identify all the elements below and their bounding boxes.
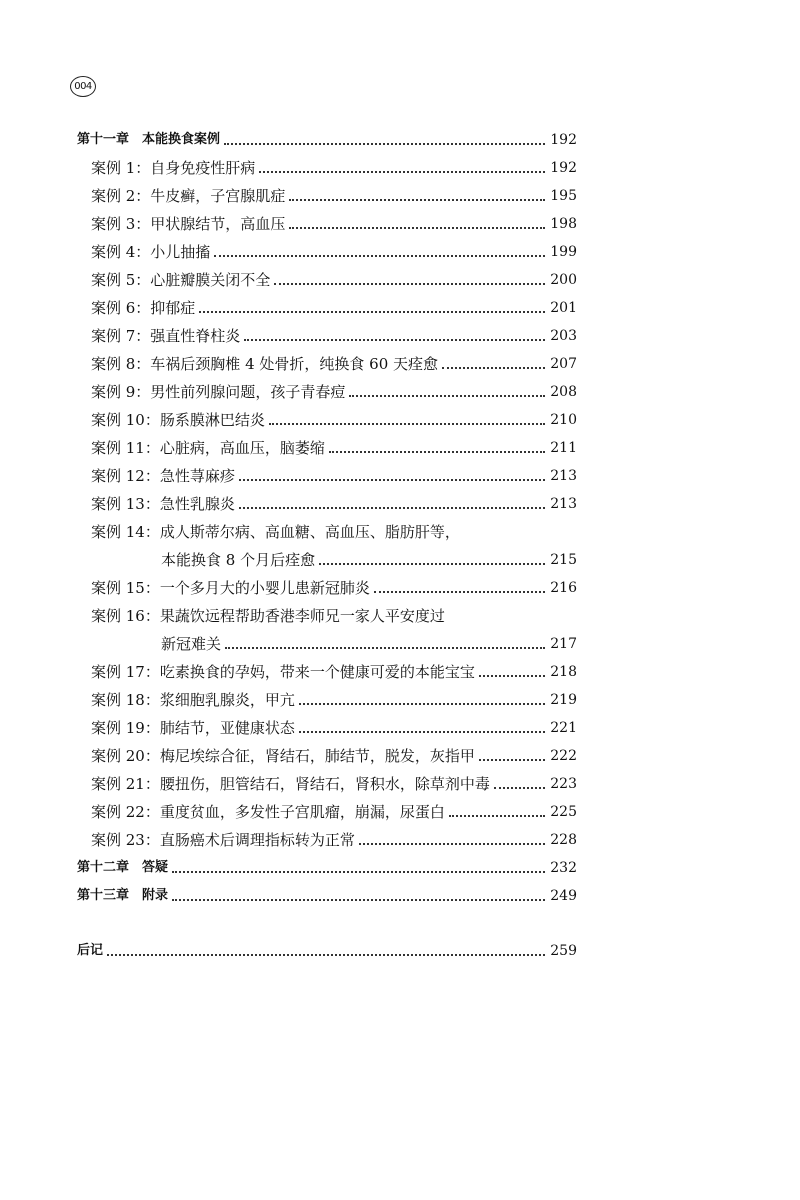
toc-entry-page: 217 xyxy=(550,636,577,652)
toc-entry-label: 案例 1：自身免疫性肝病 xyxy=(91,159,256,177)
dot-leader xyxy=(479,675,545,677)
toc-entry-label: 案例 4：小儿抽搐 xyxy=(91,243,211,261)
toc-case-entry xyxy=(77,238,577,266)
toc-entry-label: 第十二章 答疑 xyxy=(77,860,169,875)
toc-entry-label: 案例 22：重度贫血，多发性子宫肌瘤，崩漏，尿蛋白 xyxy=(91,803,445,821)
toc-entry-label: 本能换食 8 个月后痊愈 xyxy=(161,551,316,569)
toc-entry-page: 249 xyxy=(550,888,577,904)
dot-leader xyxy=(349,395,545,397)
toc-entry-page: 232 xyxy=(550,860,577,876)
dot-leader xyxy=(289,227,545,229)
toc-entry-page: 203 xyxy=(550,328,577,344)
toc-chapter-entry xyxy=(77,126,577,154)
dot-leader xyxy=(172,871,545,873)
dot-leader xyxy=(449,815,545,817)
toc-case-entry xyxy=(77,574,577,602)
toc-entry-page: 223 xyxy=(550,776,577,792)
toc-entry-label: 案例 2：牛皮癣，子宫腺肌症 xyxy=(91,187,286,205)
dot-leader xyxy=(239,479,545,481)
toc-afterword-entry xyxy=(77,937,577,965)
toc-entry-label: 案例 12：急性荨麻疹 xyxy=(91,467,235,485)
dot-leader xyxy=(214,255,545,257)
toc-entry-page: 228 xyxy=(550,832,577,848)
toc-case-entry xyxy=(77,770,577,798)
dot-leader xyxy=(172,899,545,901)
dot-leader xyxy=(299,731,545,733)
dot-leader xyxy=(329,451,545,453)
toc-case-entry xyxy=(77,182,577,210)
toc-case-entry xyxy=(77,378,577,406)
toc-entry-page: 225 xyxy=(550,804,577,820)
toc-case-entry xyxy=(77,210,577,238)
toc-case-entry xyxy=(77,602,577,630)
toc-case-entry xyxy=(77,462,577,490)
toc-entry-page: 207 xyxy=(550,356,577,372)
toc-entry-label: 案例 18：浆细胞乳腺炎，甲亢 xyxy=(91,691,295,709)
toc-entry-label: 案例 19：肺结节，亚健康状态 xyxy=(91,719,295,737)
dot-leader xyxy=(289,199,545,201)
toc-case-continuation xyxy=(77,630,577,658)
toc-entry-page: 222 xyxy=(550,748,577,764)
dot-leader xyxy=(442,367,545,369)
toc-entry-label: 案例 20：梅尼埃综合征，肾结石，肺结节，脱发，灰指甲 xyxy=(91,747,475,765)
toc-case-entry xyxy=(77,742,577,770)
toc-entry-page: 211 xyxy=(550,440,577,456)
toc-entry-page: 213 xyxy=(550,496,577,512)
toc-entry-page: 192 xyxy=(550,132,577,148)
toc-entry-label: 案例 17：吃素换食的孕妈，带来一个健康可爱的本能宝宝 xyxy=(91,663,475,681)
dot-leader xyxy=(299,703,545,705)
toc-entry-label: 案例 7：强直性脊柱炎 xyxy=(91,327,241,345)
toc-entry-page: 195 xyxy=(550,188,577,204)
toc-entry-label: 后记 xyxy=(77,943,104,958)
toc-entry-label: 案例 5：心脏瓣膜关闭不全 xyxy=(91,271,271,289)
toc-case-entry xyxy=(77,322,577,350)
toc-entry-label: 案例 13：急性乳腺炎 xyxy=(91,495,235,513)
toc-entry-label: 案例 9：男性前列腺问题，孩子青春痘 xyxy=(91,383,346,401)
toc-case-entry xyxy=(77,350,577,378)
toc-entry-label: 案例 23：直肠癌术后调理指标转为正常 xyxy=(91,831,355,849)
toc-entry-page: 213 xyxy=(550,468,577,484)
dot-leader xyxy=(479,759,545,761)
toc-entry-label: 案例 15：一个多月大的小婴儿患新冠肺炎 xyxy=(91,579,370,597)
toc-case-entry xyxy=(77,518,577,546)
toc-case-entry xyxy=(77,406,577,434)
dot-leader xyxy=(244,339,545,341)
toc-entry-label: 第十一章 本能换食案例 xyxy=(77,132,221,147)
toc-entry-label: 案例 14：成人斯蒂尔病、高血糖、高血压、脂肪肝等， xyxy=(91,523,460,541)
toc-entry-page: 208 xyxy=(550,384,577,400)
toc-chapter-entry xyxy=(77,882,577,910)
dot-leader xyxy=(224,143,545,145)
dot-leader xyxy=(274,283,545,285)
toc-entry-page: 192 xyxy=(550,160,577,176)
toc-entry-label: 案例 6：抑郁症 xyxy=(91,299,196,317)
dot-leader xyxy=(107,954,545,956)
toc-entry-page: 218 xyxy=(550,664,577,680)
dot-leader xyxy=(374,591,545,593)
toc-case-entry xyxy=(77,434,577,462)
dot-leader xyxy=(259,171,545,173)
toc-case-entry xyxy=(77,798,577,826)
toc-entry-label: 案例 11：心脏病，高血压，脑萎缩 xyxy=(91,439,325,457)
toc-entry-page: 219 xyxy=(550,692,577,708)
dot-leader xyxy=(225,647,545,649)
dot-leader xyxy=(359,843,545,845)
toc-entry-label: 案例 21：腰扭伤，胆管结石，肾结石，肾积水，除草剂中毒 xyxy=(91,775,490,793)
toc-entry-page: 201 xyxy=(550,300,577,316)
toc-entry-page: 259 xyxy=(550,943,577,959)
toc-case-continuation xyxy=(77,546,577,574)
toc-entry-label: 新冠难关 xyxy=(161,635,222,653)
toc-chapter-entry xyxy=(77,854,577,882)
dot-leader xyxy=(269,423,545,425)
toc-case-entry xyxy=(77,294,577,322)
dot-leader xyxy=(199,311,545,313)
table-of-contents xyxy=(77,126,577,965)
toc-case-entry xyxy=(77,686,577,714)
toc-entry-label: 案例 8：车祸后颈胸椎 4 处骨折，纯换食 60 天痊愈 xyxy=(91,355,439,373)
toc-entry-page: 216 xyxy=(550,580,577,596)
page-number: 004 xyxy=(70,76,96,97)
toc-entry-label: 案例 10：肠系膜淋巴结炎 xyxy=(91,411,265,429)
toc-case-entry xyxy=(77,826,577,854)
toc-entry-label: 案例 3：甲状腺结节，高血压 xyxy=(91,215,286,233)
dot-leader xyxy=(494,787,545,789)
toc-case-entry xyxy=(77,658,577,686)
toc-entry-page: 221 xyxy=(550,720,577,736)
toc-entry-page: 199 xyxy=(550,244,577,260)
toc-case-entry xyxy=(77,154,577,182)
toc-case-entry xyxy=(77,490,577,518)
toc-entry-page: 200 xyxy=(550,272,577,288)
dot-leader xyxy=(319,563,545,565)
dot-leader xyxy=(239,507,545,509)
toc-entry-page: 198 xyxy=(550,216,577,232)
toc-entry-page: 210 xyxy=(550,412,577,428)
toc-entry-page: 215 xyxy=(550,552,577,568)
toc-case-entry xyxy=(77,714,577,742)
toc-entry-label: 第十三章 附录 xyxy=(77,888,169,903)
toc-entry-label: 案例 16：果蔬饮远程帮助香港李师兄一家人平安度过 xyxy=(91,607,445,625)
toc-case-entry xyxy=(77,266,577,294)
